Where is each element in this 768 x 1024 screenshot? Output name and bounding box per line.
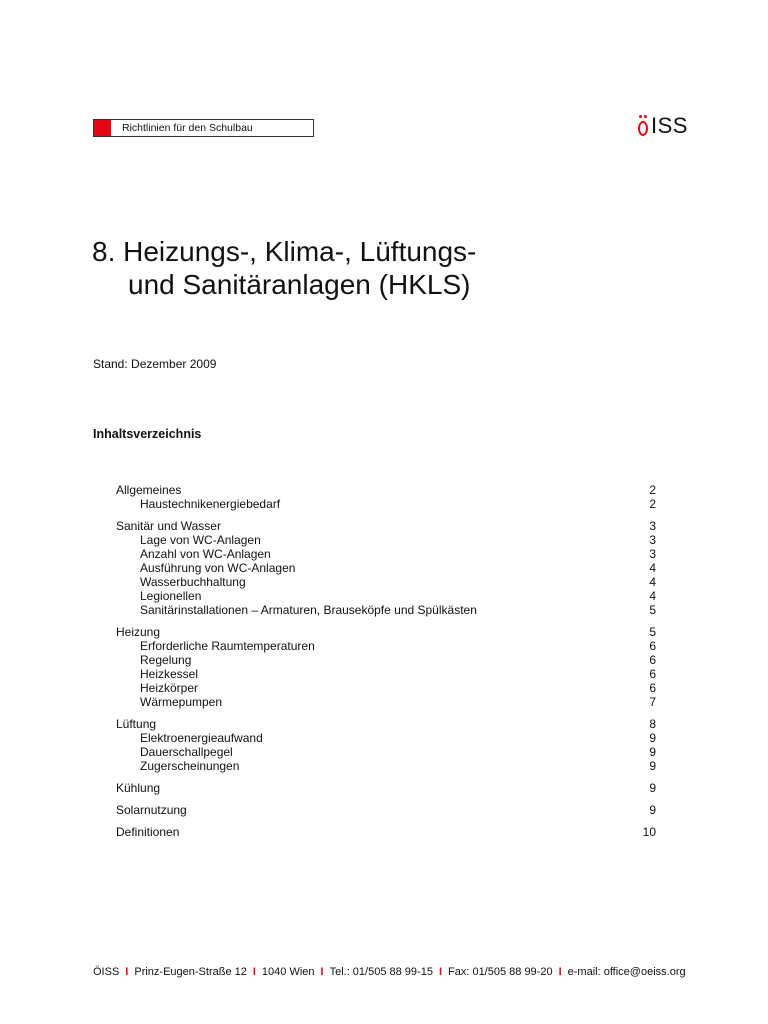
- footer-item: ÖISS: [93, 966, 120, 978]
- toc-section: [116, 717, 656, 773]
- footer-separator: I: [438, 966, 442, 978]
- toc-entry-label: Heizkörper: [140, 681, 199, 695]
- toc-entry-label: Haustechnikenergiebedarf: [140, 497, 281, 511]
- footer-item: Fax: 01/505 88 99-20: [448, 966, 553, 978]
- toc-entry[interactable]: [116, 781, 656, 795]
- toc-entry[interactable]: [116, 717, 656, 731]
- title-line-2: und Sanitäranlagen (HKLS): [128, 269, 471, 300]
- toc-heading: Inhaltsverzeichnis: [93, 427, 202, 441]
- toc-subentry[interactable]: [116, 547, 656, 561]
- toc-section: [116, 825, 656, 839]
- toc-entry-label: Solarnutzung: [116, 803, 187, 817]
- toc-entry-label: Wärmepumpen: [140, 695, 223, 709]
- toc-entry[interactable]: [116, 519, 656, 533]
- page-footer: [93, 965, 686, 979]
- toc-entry-label: Heizkessel: [140, 667, 199, 681]
- toc-page-number: 2: [649, 483, 656, 497]
- toc-page-number: 6: [649, 681, 656, 695]
- toc-subentry[interactable]: [116, 681, 656, 695]
- toc-page-number: 6: [649, 653, 656, 667]
- toc-entry-label: Erforderliche Raumtemperaturen: [140, 639, 315, 653]
- toc-section: [116, 483, 656, 511]
- toc-page-number: 3: [649, 533, 656, 547]
- toc-subentry[interactable]: [116, 731, 656, 745]
- series-label: Richtlinien für den Schulbau: [122, 122, 253, 134]
- footer-separator: I: [320, 966, 324, 978]
- toc-page-number: 5: [649, 603, 656, 617]
- toc-entry[interactable]: [116, 803, 656, 817]
- toc-page-number: 9: [649, 759, 656, 773]
- page-title: [92, 235, 476, 301]
- toc-entry-label: Kühlung: [116, 781, 161, 795]
- toc-subentry[interactable]: [116, 653, 656, 667]
- toc-page-number: 4: [649, 561, 656, 575]
- toc-entry-label: Dauerschallpegel: [140, 745, 233, 759]
- document-series-box: [93, 119, 314, 137]
- toc-section: [116, 781, 656, 795]
- toc-entry-label: Sanitärinstallationen – Armaturen, Brauseköpfe und Spülkästen: [140, 603, 477, 617]
- toc-page-number: 7: [649, 695, 656, 709]
- logo-text: ISS: [651, 113, 688, 138]
- toc-section: [116, 519, 656, 617]
- toc-entry-label: Zugerscheinungen: [140, 759, 240, 773]
- toc-entry-label: Legionellen: [140, 589, 202, 603]
- table-of-contents: [116, 483, 656, 847]
- footer-item: 1040 Wien: [261, 966, 315, 978]
- toc-page-number: 9: [649, 803, 656, 817]
- toc-page-number: 3: [649, 519, 656, 533]
- toc-page-number: 6: [649, 667, 656, 681]
- toc-entry-label: Sanitär und Wasser: [116, 519, 221, 533]
- logo-o-ring: [638, 121, 648, 136]
- revision-date: Stand: Dezember 2009: [93, 357, 217, 371]
- toc-page-number: 9: [649, 745, 656, 759]
- toc-entry-label: Lage von WC-Anlagen: [140, 533, 261, 547]
- footer-item: Tel.: 01/505 88 99-15: [329, 966, 433, 978]
- footer-item: Prinz-Eugen-Straße 12: [134, 966, 247, 978]
- toc-subentry[interactable]: [116, 561, 656, 575]
- toc-entry-label: Allgemeines: [116, 483, 182, 497]
- logo-umlaut-dots: [639, 115, 648, 118]
- toc-entry-label: Wasserbuchhaltung: [140, 575, 246, 589]
- toc-subentry[interactable]: [116, 589, 656, 603]
- toc-subentry[interactable]: [116, 533, 656, 547]
- toc-entry-label: Regelung: [140, 653, 192, 667]
- toc-page-number: 9: [649, 731, 656, 745]
- toc-subentry[interactable]: [116, 667, 656, 681]
- toc-entry-label: Lüftung: [116, 717, 157, 731]
- toc-entry[interactable]: [116, 625, 656, 639]
- footer-separator: I: [252, 966, 256, 978]
- toc-entry-label: Elektroenergieaufwand: [140, 731, 263, 745]
- toc-entry-label: Anzahl von WC-Anlagen: [140, 547, 271, 561]
- toc-page-number: 2: [649, 497, 656, 511]
- toc-section: [116, 803, 656, 817]
- toc-page-number: 4: [649, 589, 656, 603]
- title-line-1: 8. Heizungs-, Klima-, Lüftungs-: [92, 236, 477, 267]
- toc-page-number: 9: [649, 781, 656, 795]
- toc-entry-label: Heizung: [116, 625, 161, 639]
- footer-separator: I: [558, 966, 562, 978]
- oiss-logo: [638, 112, 692, 140]
- toc-page-number: 5: [649, 625, 656, 639]
- toc-section: [116, 625, 656, 709]
- toc-subentry[interactable]: [116, 497, 656, 511]
- toc-entry-label: Ausführung von WC-Anlagen: [140, 561, 296, 575]
- toc-subentry[interactable]: [116, 695, 656, 709]
- toc-page-number: 6: [649, 639, 656, 653]
- toc-page-number: 10: [642, 825, 656, 839]
- footer-item[interactable]: e-mail: office@oeiss.org: [567, 966, 686, 978]
- toc-entry[interactable]: [116, 825, 656, 839]
- toc-subentry[interactable]: [116, 759, 656, 773]
- toc-subentry[interactable]: [116, 745, 656, 759]
- toc-entry-label: Definitionen: [116, 825, 180, 839]
- toc-subentry[interactable]: [116, 575, 656, 589]
- toc-page-number: 3: [649, 547, 656, 561]
- toc-entry[interactable]: [116, 483, 656, 497]
- toc-subentry[interactable]: [116, 603, 656, 617]
- toc-page-number: 8: [649, 717, 656, 731]
- footer-separator: I: [125, 966, 129, 978]
- toc-subentry[interactable]: [116, 639, 656, 653]
- red-marker-block: [94, 120, 111, 136]
- toc-page-number: 4: [649, 575, 656, 589]
